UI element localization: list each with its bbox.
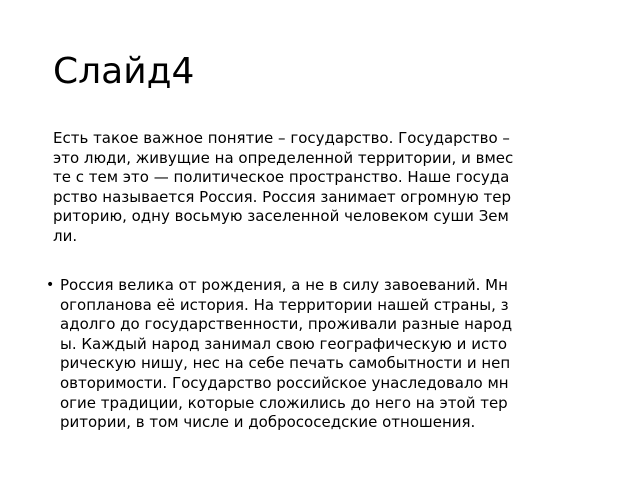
paragraph-line: это люди, живущие на определенной территории, и вмес — [53, 148, 514, 167]
bullet-line: огие традиции, которые сложились до него на этой тер — [60, 393, 508, 412]
bullet-line: адолго до государственности, проживали разные народ — [60, 315, 513, 334]
paragraph-line: рство называется Россия. Россия занимает огромную тер — [53, 187, 512, 206]
bullet-line: ритории, в том числе и добрососедские отношения. — [60, 413, 476, 432]
paragraph-line: ли. — [53, 226, 78, 245]
paragraph-line: Есть такое важное понятие – государство. Государство – — [53, 129, 510, 147]
bullet-line: рическую нишу, нес на себе печать самобытности и неп — [60, 354, 511, 373]
slide-title: Слайд4 — [53, 51, 195, 92]
bullet-icon: • — [46, 277, 55, 293]
bullet-text — [60, 276, 512, 433]
bullet-line: овторимости. Государство российское унаследовало мн — [60, 373, 509, 392]
paragraph-line: риторию, одну восьмую заселенной человеком суши Зем — [53, 207, 509, 226]
paragraph-line: те с тем это — политическое пространство. Наше госуда — [53, 168, 510, 187]
bullet-line: Россия велика от рождения, а не в силу завоеваний. Мн — [60, 276, 508, 294]
intro-paragraph — [53, 129, 603, 247]
bullet-line: ы. Каждый народ занимал свою географическую и исто — [60, 334, 508, 353]
bullet-line: огопланова её история. На территории нашей страны, з — [60, 295, 509, 314]
